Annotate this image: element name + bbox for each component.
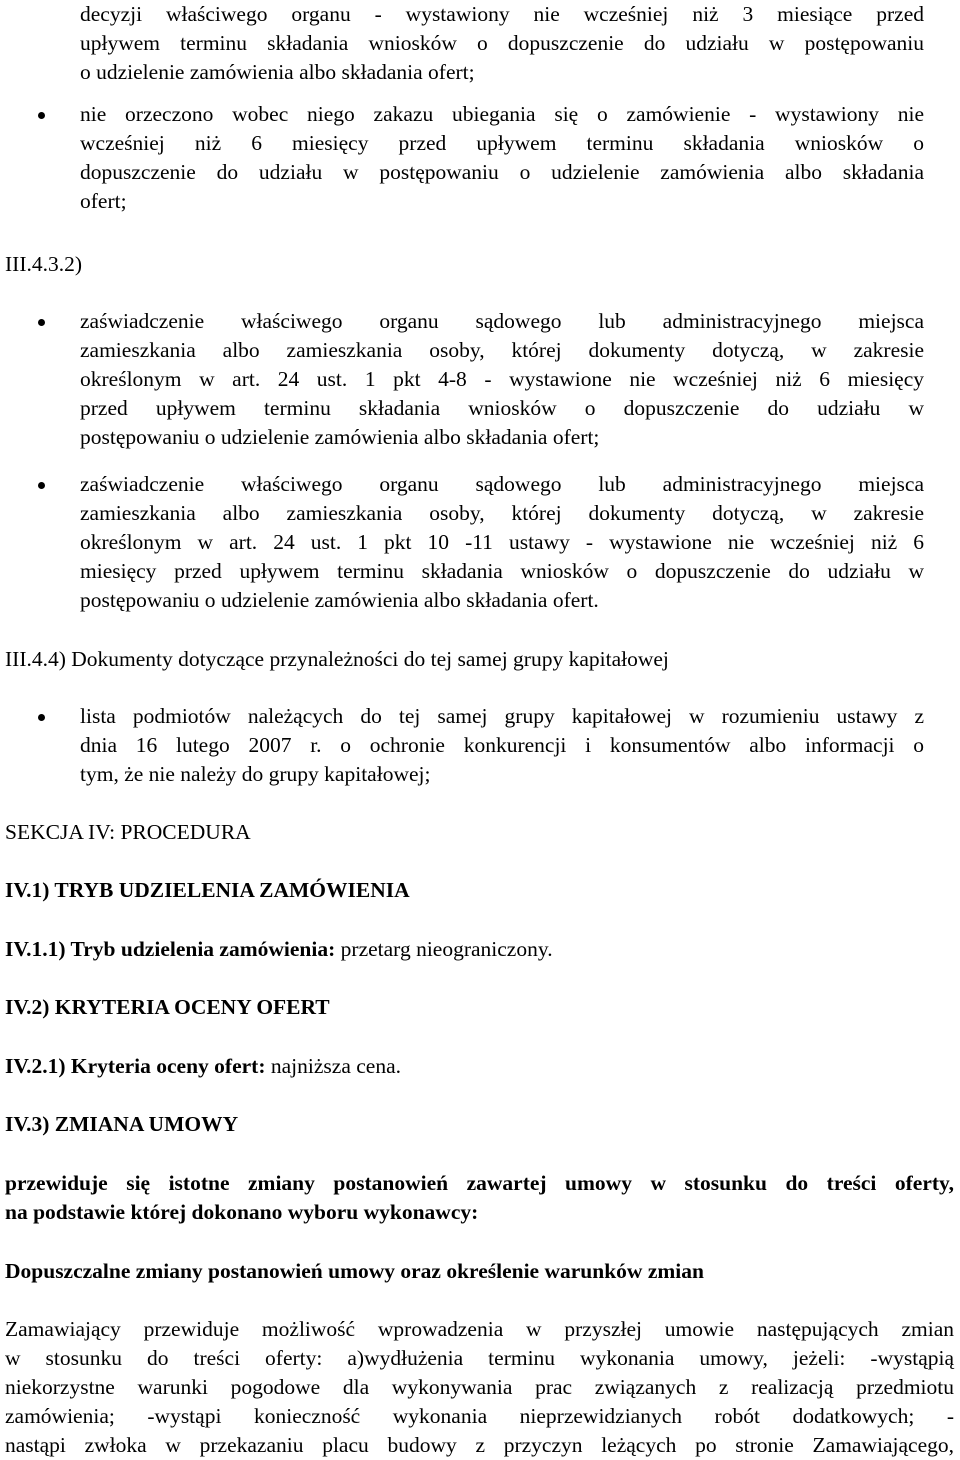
field-iv-1-1 <box>5 935 553 964</box>
text-line: tym, że nie należy do grupy kapitałowej; <box>80 762 431 786</box>
text-line: przewiduje się istotne zmiany postanowień zawartej umowy w stosunku do treści oferty, <box>5 1171 954 1195</box>
text-line: zaświadczenie właściwego organu sądowego lub administracyjnego miejsca <box>80 309 924 333</box>
text-line: określonym w art. 24 ust. 1 pkt 4-8 - wystawione nie wcześniej niż 6 miesięcy <box>80 367 924 391</box>
bullet-icon <box>38 714 45 721</box>
heading-iv-3 <box>5 1110 238 1139</box>
heading-text: IV.1) TRYB UDZIELENIA ZAMÓWIENIA <box>5 878 410 902</box>
text-line: wcześniej niż 6 miesięcy przed upływem terminu składania wniosków o <box>80 131 924 155</box>
heading-iv-2 <box>5 993 330 1022</box>
text-line: lista podmiotów należących do tej samej grupy kapitałowej w rozumieniu ustawy z <box>80 704 924 728</box>
text-line: dnia 16 lutego 2007 r. o ochronie konkurencji i konsumentów albo informacji o <box>80 733 924 757</box>
iv-3-body <box>5 1315 954 1460</box>
item-tail-text <box>80 0 924 87</box>
text-line: o udzielenie zamówienia albo składania ofert; <box>80 60 475 84</box>
bullet-icon <box>38 482 45 489</box>
heading-text: IV.3) ZMIANA UMOWY <box>5 1112 239 1136</box>
section-heading-iii-4-4: III.4.4) Dokumenty dotyczące przynależności do tej samej grupy kapitałowej <box>5 647 669 671</box>
heading-text: IV.2) KRYTERIA OCENY OFERT <box>5 995 330 1019</box>
text-line: ofert; <box>80 189 127 213</box>
list-item-certificate-1 <box>80 307 924 452</box>
field-value: najniższa cena. <box>265 1054 401 1078</box>
field-value: przetarg nieograniczony. <box>335 937 553 961</box>
text-line: miesięcy przed upływem terminu składania wniosków o dopuszczenie do udziału w <box>80 559 924 583</box>
section-heading-iv: SEKCJA IV: PROCEDURA <box>5 820 251 844</box>
text-line: postępowaniu o udzielenie zamówienia albo składania ofert. <box>80 588 599 612</box>
text-line: upływem terminu składania wniosków o dopuszczenie do udziału w postępowaniu <box>80 31 924 55</box>
iv-3-intro <box>5 1169 954 1227</box>
text-line: zaświadczenie właściwego organu sądowego lub administracyjnego miejsca <box>80 472 924 496</box>
heading-iv-1 <box>5 876 410 905</box>
text-line: niekorzystne warunki pogodowe dla wykonywania prac związanych z realizacją przedmiotu <box>5 1375 954 1399</box>
text-line: zamieszkania albo zamieszkania osoby, której dokumenty dotyczą, w zakresie <box>80 501 924 525</box>
text-line: nie orzeczono wobec niego zakazu ubiegania się o zamówienie - wystawiony nie <box>80 102 924 126</box>
list-item-no-ban <box>80 100 924 216</box>
text-line: postępowaniu o udzielenie zamówienia albo składania ofert; <box>80 425 600 449</box>
text-line: przed upływem terminu składania wniosków o dopuszczenie do udziału w <box>80 396 924 420</box>
text-line: w stosunku do treści oferty: a)wydłużenia terminu wykonania umowy, jeżeli: -wystąpią <box>5 1346 954 1370</box>
text-line: zamieszkania albo zamieszkania osoby, której dokumenty dotyczą, w zakresie <box>80 338 924 362</box>
text-line: określonym w art. 24 ust. 1 pkt 10 -11 ustawy - wystawione nie wcześniej niż 6 <box>80 530 924 554</box>
field-label: IV.2.1) Kryteria oceny ofert: <box>5 1054 266 1078</box>
field-iv-2-1 <box>5 1052 401 1081</box>
text-line: dopuszczenie do udziału w postępowaniu o udzielenie zamówienia albo składania <box>80 160 924 184</box>
list-item-capital-group <box>80 702 924 789</box>
text-line: zamówienia; -wystąpi konieczność wykonania nieprzewidzianych robót dodatkowych; - <box>5 1404 954 1428</box>
section-label-iii-4-3-2: III.4.3.2) <box>5 252 83 276</box>
heading-text: Dopuszczalne zmiany postanowień umowy oraz określenie warunków zmian <box>5 1259 704 1283</box>
iv-3-heading <box>5 1257 704 1286</box>
text-line: nastąpi zwłoka w przekazaniu placu budowy z przyczyn leżących po stronie Zamawiającego, <box>5 1433 954 1457</box>
text-line: na podstawie której dokonano wyboru wykonawcy: <box>5 1200 479 1224</box>
bullet-icon <box>38 319 45 326</box>
list-item-certificate-2 <box>80 470 924 615</box>
bullet-icon <box>38 112 45 119</box>
field-label: IV.1.1) Tryb udzielenia zamówienia: <box>5 937 336 961</box>
text-line: Zamawiający przewiduje możliwość wprowadzenia w przyszłej umowie następujących zmian <box>5 1317 954 1341</box>
text-line: decyzji właściwego organu - wystawiony nie wcześniej niż 3 miesiące przed <box>80 2 924 26</box>
